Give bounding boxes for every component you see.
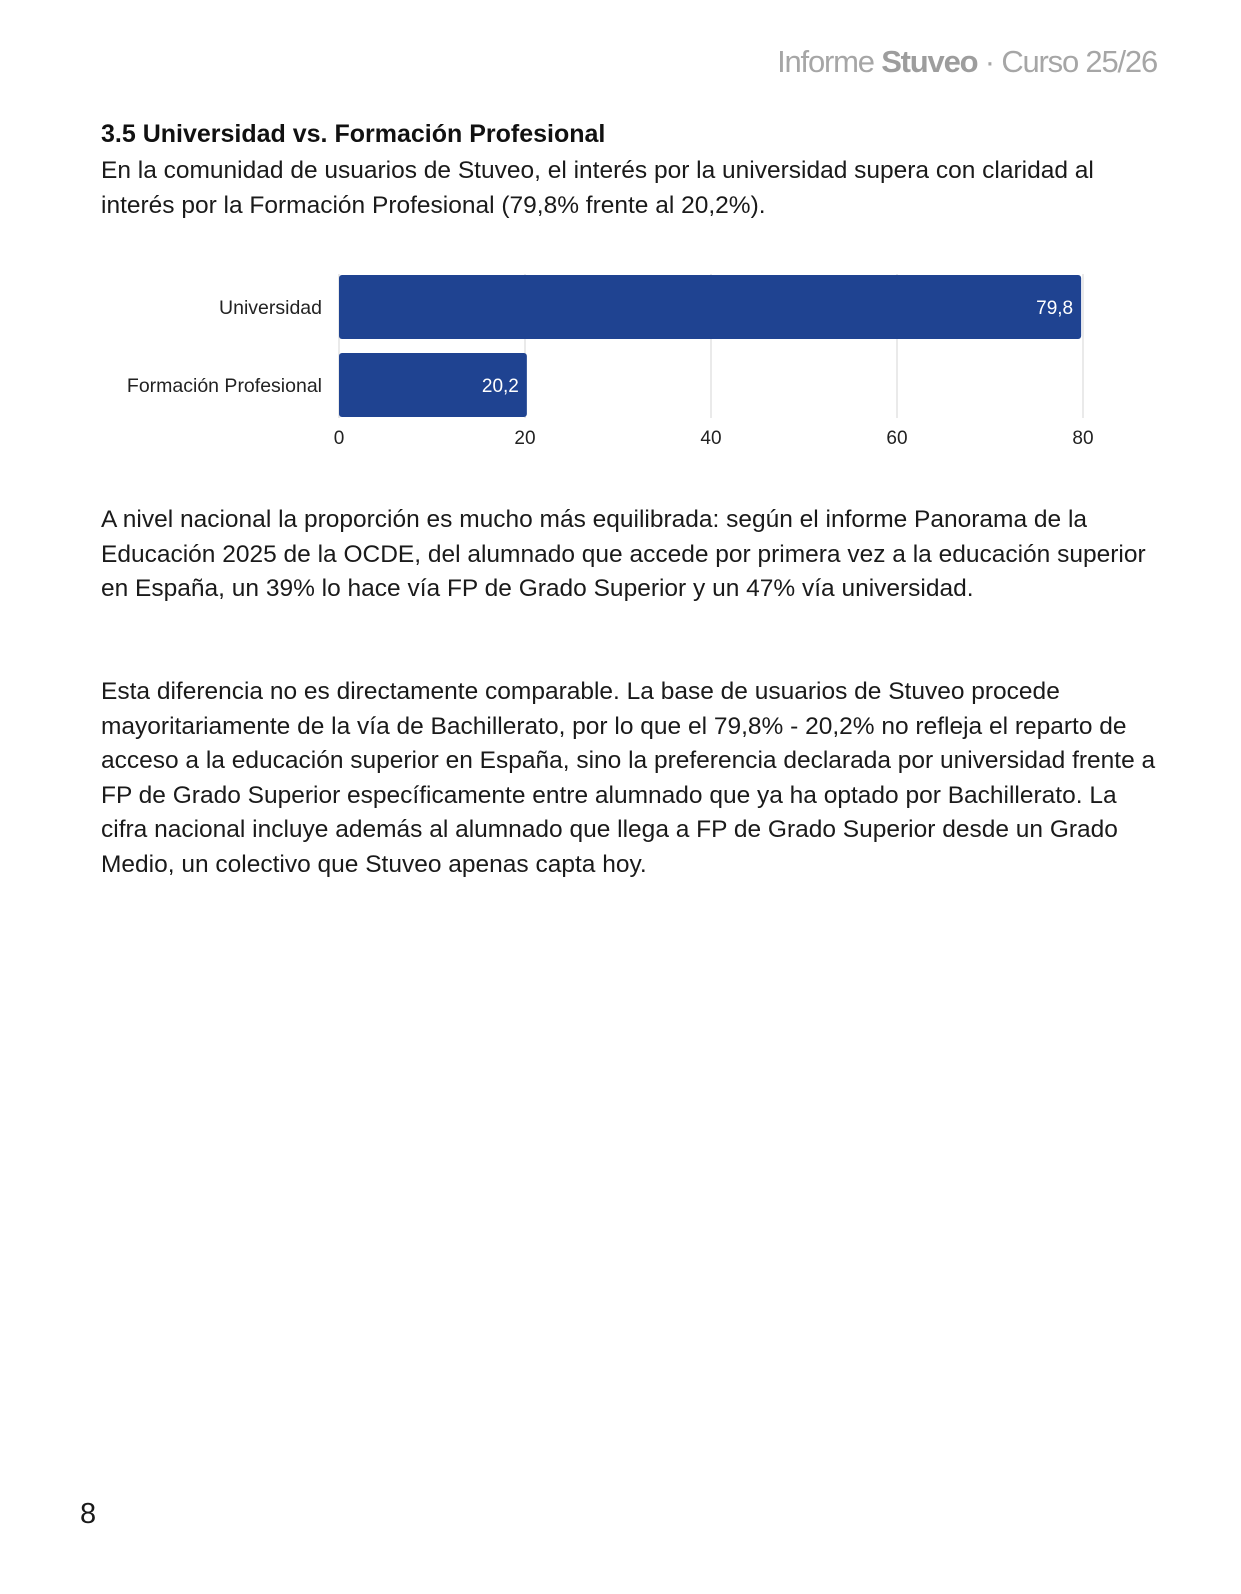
bar-0 — [339, 275, 1081, 339]
page-number: 8 — [80, 1498, 97, 1530]
x-tick-label-1: 20 — [514, 428, 536, 449]
category-label-0: Universidad — [219, 297, 322, 319]
x-tick-label-2: 40 — [700, 428, 722, 449]
x-tick-label-0: 0 — [333, 428, 345, 449]
x-tick-label-4: 80 — [1072, 428, 1094, 449]
intro-paragraph: En la comunidad de usuarios de Stuveo, el interés por la universidad supera con claridad al interés por la Formación Profesional (79,8% frente al 20,2%). — [101, 157, 1094, 219]
category-label-1: Formación Profesional — [126, 375, 322, 397]
body-paragraph-comparison: Esta diferencia no es directamente comparable. La base de usuarios de Stuveo procede mayoritariamente de la vía de Bachillerato, por lo que el 79,8% - 20,2% no refleja el reparto de acceso a la educación superior en España, sino la preferencia declarada por universidad frente a FP de Grado Superior específicamente entre alumnado que ya ha optado por Bachillerato. La cifra nacional incluye además al alumnado que llega a FP de Grado Superior desde un Grado Medio, un colectivo que Stuveo apenas capta hoy. — [101, 678, 1156, 878]
body-paragraph-national: A nivel nacional la proporción es mucho más equilibrada: según el informe Panorama de la Educación 2025 de la OCDE, del alumnado que accede por primera vez a la educación superior en España, un 39% lo hace vía FP de Grado Superior y un 47% vía universidad. — [101, 506, 1146, 602]
bar-value-label-1: 20,2 — [481, 376, 519, 397]
section-title: 3.5 Universidad vs. Formación Profesional — [101, 120, 606, 148]
header-prefix: Informe — [777, 44, 874, 79]
header-brand: Stuveo — [881, 44, 978, 79]
header-suffix: · Curso 25/26 — [984, 44, 1157, 79]
bar-chart — [0, 260, 1241, 460]
running-header — [777, 44, 1157, 80]
x-tick-label-3: 60 — [886, 428, 908, 449]
bar-value-label-0: 79,8 — [1036, 298, 1074, 319]
